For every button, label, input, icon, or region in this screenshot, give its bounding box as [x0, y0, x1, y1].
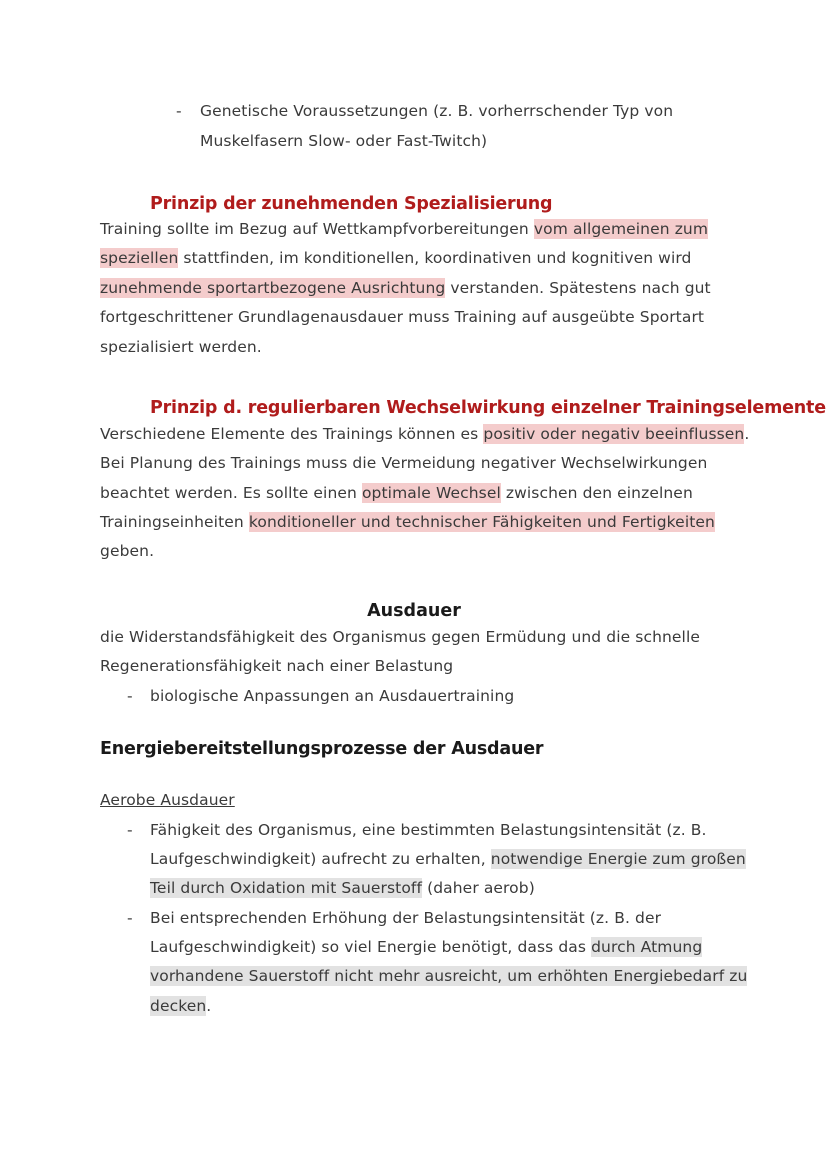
wechselwirkung-line-3 [100, 482, 693, 504]
energie-b1-line-2 [150, 848, 746, 870]
ausdauer-bullet: biologische Anpassungen an Ausdauertraining [150, 687, 515, 705]
wechselwirkung-line-4 [100, 511, 715, 533]
wechselwirkung-line-2: Bei Planung des Trainings muss die Vermeidung negativer Wechselwirkungen [100, 454, 708, 472]
text: Trainingseinheiten [100, 513, 249, 531]
highlight: optimale Wechsel [361, 484, 501, 502]
spezialisierung-line-3 [100, 277, 711, 299]
text: stattfinden, im konditionellen, koordinativen und kognitiven wird [178, 249, 692, 267]
spezialisierung-line-5: spezialisiert werden. [100, 338, 262, 356]
heading-ausdauer: Ausdauer [367, 601, 461, 621]
text: (daher aerob) [422, 879, 535, 897]
spezialisierung-line-1 [100, 218, 708, 240]
highlight: Teil durch Oxidation mit Sauerstoff [150, 879, 423, 897]
energie-b1-line-1: Fähigkeit des Organismus, eine bestimmten Belastungsintensität (z. B. [150, 821, 707, 839]
genetics-line-2: Muskelfasern Slow- oder Fast-Twitch) [200, 132, 488, 150]
text: verstanden. Spätestens nach gut [445, 279, 711, 297]
highlight: vorhandene Sauerstoff nicht mehr ausreicht, um erhöhten Energiebedarf zu [150, 967, 748, 985]
energie-b2-line-4 [150, 995, 211, 1017]
bullet-dash: - [127, 821, 133, 839]
energie-b1-line-3 [150, 877, 535, 899]
highlight: decken [150, 997, 207, 1015]
ausdauer-line-1: die Widerstandsfähigkeit des Organismus gegen Ermüdung und die schnelle [100, 628, 700, 646]
text: Laufgeschwindigkeit) aufrecht zu erhalten, [150, 850, 491, 868]
heading-spezialisierung: Prinzip der zunehmenden Spezialisierung [150, 194, 553, 214]
wechselwirkung-line-1 [100, 423, 749, 445]
text: Laufgeschwindigkeit) so viel Energie benötigt, dass das [150, 938, 592, 956]
text: . [206, 997, 212, 1015]
highlight: durch Atmung [591, 938, 703, 956]
highlight: konditioneller und technischer Fähigkeiten und Fertigkeiten [248, 513, 715, 531]
highlight: vom allgemeinen zum [533, 220, 709, 238]
highlight: positiv oder negativ beeinflussen [483, 425, 745, 443]
spezialisierung-line-4: fortgeschrittener Grundlagenausdauer muss Training auf ausgeübte Sportart [100, 308, 705, 326]
bullet-dash: - [176, 102, 182, 120]
genetics-line-1: Genetische Voraussetzungen (z. B. vorherrschender Typ von [200, 102, 674, 120]
bullet-dash: - [127, 687, 133, 705]
energie-b2-line-2 [150, 936, 702, 958]
wechselwirkung-line-5: geben. [100, 542, 155, 560]
heading-energie: Energiebereitstellungsprozesse der Ausdauer [100, 739, 544, 759]
text: Training sollte im Bezug auf Wettkampfvorbereitungen [100, 220, 534, 238]
ausdauer-line-2: Regenerationsfähigkeit nach einer Belastung [100, 657, 454, 675]
energie-b2-line-1: Bei entsprechenden Erhöhung der Belastungsintensität (z. B. der [150, 909, 662, 927]
highlight: notwendige Energie zum großen [490, 850, 746, 868]
spezialisierung-line-2 [100, 247, 692, 269]
text: zwischen den einzelnen [500, 484, 693, 502]
heading-wechselwirkung: Prinzip d. regulierbaren Wechselwirkung einzelner Trainingselemente [150, 398, 826, 418]
energie-b2-line-3 [150, 965, 747, 987]
highlight: zunehmende sportartbezogene Ausrichtung [100, 279, 446, 297]
bullet-dash: - [127, 909, 133, 927]
text: Verschiedene Elemente des Trainings können es [100, 425, 484, 443]
text: beachtet werden. Es sollte einen [100, 484, 362, 502]
subheading-aerobe: Aerobe Ausdauer [100, 791, 235, 809]
text: . [744, 425, 750, 443]
highlight: speziellen [100, 249, 179, 267]
